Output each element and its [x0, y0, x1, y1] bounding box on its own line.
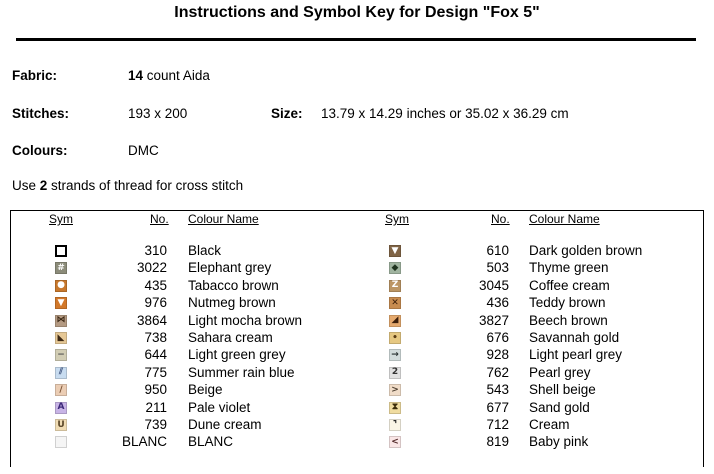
table-row — [11, 434, 703, 451]
dmc-number: 3827 — [478, 312, 509, 328]
header-name-left: Colour Name — [188, 212, 259, 226]
dmc-number: 610 — [486, 243, 509, 258]
table-row — [11, 330, 703, 347]
colour-name: Thyme green — [529, 260, 609, 276]
fabric-label: Fabric: — [12, 68, 58, 83]
dmc-number: 211 — [145, 399, 167, 415]
letter-a-icon: A — [55, 402, 67, 414]
triangle-down-icon: ▼ — [55, 297, 67, 309]
dmc-number: 503 — [486, 260, 509, 276]
fabric-count: 14 — [128, 68, 144, 83]
colour-name: Cream — [529, 417, 570, 432]
header-no-right: No. — [491, 212, 510, 226]
letter-u-icon: U — [55, 419, 67, 431]
stitches-value: 193 x 200 — [128, 106, 188, 121]
fabric-type: count Aida — [143, 68, 210, 83]
stitches-label: Stitches: — [12, 106, 70, 121]
dmc-number: 435 — [144, 277, 167, 293]
colour-name: Tabacco brown — [188, 277, 279, 293]
colour-name: Light pearl grey — [529, 347, 623, 363]
table-row — [11, 278, 703, 295]
corner-triangle-icon: ◣ — [55, 332, 67, 344]
table-row — [11, 365, 703, 382]
dmc-number: 819 — [486, 434, 509, 450]
dmc-number: 928 — [486, 347, 509, 363]
dmc-number: 3864 — [136, 312, 167, 328]
table-row — [11, 295, 703, 312]
hourglass-icon: ⧗ — [389, 402, 401, 414]
greater-than-icon: > — [389, 384, 401, 396]
dmc-number: 3045 — [478, 277, 509, 293]
colour-name: Beech brown — [529, 312, 608, 328]
triangle-down-icon: ▼ — [389, 245, 401, 257]
table-row — [11, 260, 703, 277]
page-title: Instructions and Symbol Key for Design "Fox 5" — [174, 4, 540, 21]
header-name-right: Colour Name — [529, 212, 600, 226]
corner-bracket-icon: ⌝ — [389, 419, 401, 431]
colour-name: Light mocha brown — [188, 312, 303, 328]
arrow-right-icon: → — [389, 349, 401, 361]
colour-name: Dark golden brown — [529, 243, 643, 258]
colours-label: Colours: — [12, 143, 68, 158]
letter-z-icon: Z — [389, 280, 401, 292]
dmc-number: 775 — [144, 364, 167, 380]
colour-name: Nutmeg brown — [188, 295, 276, 311]
colour-name: Dune cream — [188, 417, 262, 432]
table-row — [11, 417, 703, 434]
colour-name: Baby pink — [529, 434, 589, 450]
table-row — [11, 347, 703, 364]
slash-icon: / — [55, 384, 67, 396]
digit-two-icon: 2 — [389, 367, 401, 379]
colour-name: BLANC — [188, 434, 234, 450]
hash-icon: # — [55, 262, 67, 274]
strands-instruction — [12, 178, 243, 193]
dot-icon: • — [389, 332, 401, 344]
table-row — [11, 400, 703, 417]
table-row — [11, 243, 703, 260]
dmc-number: 950 — [144, 382, 167, 398]
bowtie-icon: ⋈ — [56, 315, 66, 326]
colour-name: Sahara cream — [188, 330, 273, 345]
colour-name: Summer rain blue — [188, 364, 295, 380]
colour-name: Sand gold — [529, 399, 590, 415]
corner-triangle-icon: ◢ — [389, 315, 401, 327]
dmc-number: 738 — [144, 330, 167, 345]
slashes-icon: ⫽ — [55, 367, 67, 379]
dmc-number: 976 — [144, 295, 167, 311]
dmc-number: 310 — [144, 243, 167, 258]
dmc-number: 712 — [486, 417, 509, 432]
dmc-number: 644 — [144, 347, 167, 363]
table-row — [11, 382, 703, 399]
header-sym-right: Sym — [385, 212, 409, 226]
size-value: 13.79 x 14.29 inches or 35.02 x 36.29 cm — [321, 106, 569, 121]
header-sym-left: Sym — [49, 212, 73, 226]
table-row — [11, 313, 703, 330]
colour-name: Savannah gold — [529, 330, 620, 345]
strands-count: 2 — [39, 178, 48, 193]
size-label: Size: — [271, 106, 303, 121]
symbol-key-table — [10, 210, 704, 467]
colour-name: Elephant grey — [188, 260, 272, 276]
colour-name: Shell beige — [529, 382, 596, 398]
circle-icon: ● — [55, 280, 67, 292]
colour-name: Teddy brown — [529, 295, 606, 311]
dmc-number: 762 — [486, 364, 509, 380]
dmc-number: 677 — [486, 399, 509, 415]
dmc-number: 676 — [486, 330, 509, 345]
dmc-number: 543 — [486, 382, 509, 398]
header-no-left: No. — [150, 212, 169, 226]
colours-value: DMC — [128, 143, 159, 158]
fabric-value — [128, 68, 210, 83]
title-divider — [16, 38, 696, 41]
dmc-number: 436 — [486, 295, 509, 311]
less-than-icon: < — [389, 436, 401, 448]
colour-name: Light green grey — [188, 347, 286, 363]
strands-suffix: strands of thread for cross stitch — [47, 178, 244, 193]
dmc-number: BLANC — [121, 434, 167, 450]
colour-name: Pale violet — [188, 399, 251, 415]
cross-icon: ✕ — [389, 297, 401, 309]
dash-icon: − — [55, 349, 67, 361]
strands-prefix: Use — [12, 178, 40, 193]
colour-name: Pearl grey — [529, 364, 591, 380]
colour-name: Coffee cream — [529, 277, 610, 293]
dmc-number: 3022 — [136, 260, 167, 276]
colour-name: Black — [188, 243, 222, 258]
colour-name: Beige — [188, 382, 223, 398]
diamond-icon: ◆ — [389, 262, 401, 274]
dmc-number: 739 — [144, 417, 167, 432]
